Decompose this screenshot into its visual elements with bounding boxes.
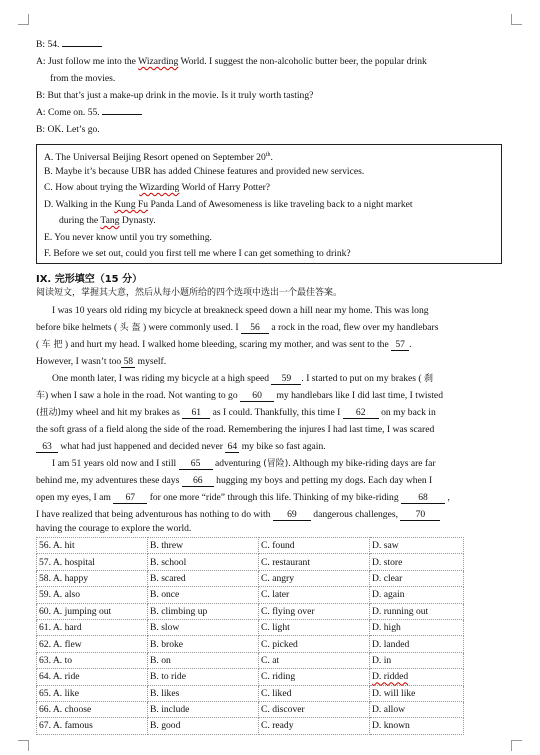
choice-c[interactable]: C. liked — [259, 685, 370, 701]
choice-b[interactable]: B. slow — [148, 619, 259, 635]
choice-d[interactable]: D. in — [370, 652, 464, 668]
choice-d[interactable]: D. known — [370, 718, 464, 734]
zh-brake: 刹 — [424, 374, 434, 384]
choice-a[interactable]: 64. A. ride — [37, 669, 148, 685]
choice-b[interactable]: B. broke — [148, 636, 259, 652]
choice-d[interactable]: D. high — [370, 619, 464, 635]
option-c-pre: C. How about trying the — [44, 182, 140, 193]
choice-c[interactable]: C. at — [259, 652, 370, 668]
text: ) were commonly used. I — [142, 322, 239, 333]
text: dangerous challenges, — [313, 509, 398, 520]
dialogue-a-line2: from the movies. — [50, 73, 116, 84]
table-row — [37, 587, 464, 603]
text: for one more “ride” through this life. Thinking of my bike-riding — [149, 492, 399, 503]
zh-twisted: (扭动) — [36, 408, 62, 418]
choice-c[interactable]: C. ready — [259, 718, 370, 734]
section-title: IX. 完形填空（15 分） — [36, 274, 143, 285]
choice-b[interactable]: B. on — [148, 652, 259, 668]
option-d-line2-pre: during the — [59, 215, 101, 226]
text: on my back in — [381, 407, 436, 418]
dialogue-a-line1-start: A: Just follow me into the — [36, 56, 139, 67]
options-box — [36, 144, 502, 264]
choice-c[interactable]: C. discover — [259, 701, 370, 717]
text: ) and hurt my head. I walked home bleeding, scaring my mother, and was sent to the — [64, 339, 389, 350]
crop-mark-bottom-left — [18, 740, 29, 751]
option-a-end: . — [270, 152, 273, 164]
text: hugging my boys and petting my dogs. Each day when I — [216, 475, 433, 486]
dialogue-a-line1-rest: World. I suggest the non-alcoholic butter beer, the popular drink — [178, 56, 427, 67]
blank-59[interactable]: 59 — [271, 373, 301, 385]
choice-a[interactable]: 60. A. jumping out — [37, 603, 148, 619]
blank-56[interactable]: 56 — [241, 322, 269, 334]
crop-mark-top-right — [511, 14, 522, 25]
crop-mark-top-left — [18, 14, 29, 25]
choice-b[interactable]: B. climbing up — [148, 603, 259, 619]
passage-p1-line2 — [36, 321, 438, 335]
option-d-pre: D. Walking in the — [44, 199, 115, 210]
choice-c[interactable]: C. found — [259, 538, 370, 554]
choice-d[interactable]: D. store — [370, 554, 464, 570]
text: . I started to put on my brakes ( — [301, 373, 422, 384]
text: One month later, I was riding my bicycle at a high speed — [52, 373, 270, 384]
text: , — [447, 492, 450, 503]
dialogue-a-line1 — [36, 55, 427, 68]
table-row — [37, 701, 464, 717]
blank-69[interactable]: 69 — [273, 509, 311, 521]
dialogue-b-ok: B: OK. Let’s go. — [36, 124, 100, 135]
choice-b[interactable]: B. scared — [148, 570, 259, 586]
passage-p3-line2 — [36, 474, 432, 487]
choice-b[interactable]: B. once — [148, 587, 259, 603]
text: my wheel and hit my brakes as — [61, 407, 180, 418]
text: However, I wasn’t too — [36, 356, 122, 367]
table-row — [37, 554, 464, 570]
choice-d[interactable]: D. will like — [370, 685, 464, 701]
option-e: E. You never know until you try something. — [44, 232, 212, 243]
choice-c[interactable]: C. restaurant — [259, 554, 370, 570]
answer-choices-table — [36, 537, 464, 735]
text: as I could. Thankfully, this time I — [212, 407, 341, 418]
choice-b[interactable]: B. good — [148, 718, 259, 734]
text: ( — [36, 339, 40, 350]
dialogue-a55 — [36, 106, 142, 119]
blank-60[interactable]: 60 — [240, 390, 274, 402]
option-a-text: A. The Universal Beijing Resort opened on September 20 — [44, 152, 266, 164]
choice-c[interactable]: C. angry — [259, 570, 370, 586]
blank-64[interactable]: 64 — [225, 441, 239, 453]
text: ) when I saw a hole in the road. Not wanting to go — [45, 390, 238, 401]
choice-a[interactable]: 56. A. hit — [37, 538, 148, 554]
passage-p2-line1 — [52, 372, 433, 386]
passage-p3-line5: having the courage to explore the world. — [36, 523, 192, 534]
text: my bike so fast again. — [241, 441, 326, 452]
zh-helmet: 头 盔 — [119, 323, 141, 333]
option-d-tang: Tang — [100, 215, 120, 226]
dialogue-b54 — [36, 38, 102, 51]
option-c-post: World of Harry Potter? — [179, 182, 271, 193]
choice-c[interactable]: C. riding — [259, 669, 370, 685]
blank-70[interactable]: 70 — [400, 509, 440, 521]
choice-d[interactable]: D. again — [370, 587, 464, 603]
wizarding-word: Wizarding — [138, 56, 179, 67]
text: what had just happened and decided never — [60, 441, 223, 452]
option-f: F. Before we set out, could you first tell me where I can get something to drink? — [44, 248, 351, 259]
choice-b[interactable]: B. threw — [148, 538, 259, 554]
option-d-kungfu: Kung Fu — [114, 199, 149, 210]
crop-mark-bottom-right — [511, 740, 522, 751]
text: I am 51 years old now and I still — [52, 458, 177, 469]
table-row — [37, 619, 464, 635]
text: adventuring — [214, 458, 261, 469]
zh-handlebars: 车 把 — [41, 340, 63, 350]
passage-p2-line4: the soft grass of a field along the side of the road. Remembering the injures I had last time, I was scared — [36, 424, 435, 435]
table-row — [37, 570, 464, 586]
table-row — [37, 669, 464, 685]
passage-p2-line5 — [36, 440, 326, 453]
text: . — [409, 339, 412, 350]
zh-adventure: (冒险) — [263, 459, 289, 469]
option-d-line2-post: Dynasty. — [119, 215, 156, 226]
choice-a[interactable]: 66. A. choose — [37, 701, 148, 717]
choice-b[interactable]: B. include — [148, 701, 259, 717]
option-d — [44, 198, 413, 211]
option-d-post: Panda Land of Awesomeness is like traveling back to a night market — [148, 199, 413, 210]
section-instruction: 阅读短文，掌握其大意，然后从每小题所给的四个选项中选出一个最佳答案。 — [36, 288, 343, 298]
text: my handlebars like I did last time, I twisted — [276, 390, 443, 401]
passage-p1-line4 — [36, 355, 166, 368]
blank-54[interactable] — [62, 46, 102, 47]
table-row — [37, 718, 464, 734]
choice-a[interactable]: 62. A. flew — [37, 636, 148, 652]
table-row — [37, 603, 464, 619]
option-b: B. Maybe it’s because UBR has added Chinese features and provided new services. — [44, 166, 365, 177]
choice-a[interactable]: 58. A. happy — [37, 570, 148, 586]
option-d-line2 — [59, 214, 156, 227]
choice-a[interactable]: 67. A. famous — [37, 718, 148, 734]
table-row — [37, 685, 464, 701]
dialogue-b54-text: B: 54. — [36, 39, 60, 50]
choice-d[interactable]: D. landed — [370, 636, 464, 652]
choice-b[interactable]: B. school — [148, 554, 259, 570]
text: open my eyes, I am — [36, 492, 111, 503]
choice-b[interactable]: B. to ride — [148, 669, 259, 685]
choice-a[interactable]: 57. A. hospital — [37, 554, 148, 570]
passage-p3-line4 — [36, 508, 440, 521]
choice-d[interactable]: D. running out — [370, 603, 464, 619]
choice-a[interactable]: 59. A. also — [37, 587, 148, 603]
choice-b[interactable]: B. likes — [148, 685, 259, 701]
table-row — [37, 538, 464, 554]
choice-d[interactable]: D. saw — [370, 538, 464, 554]
blank-55[interactable] — [102, 114, 142, 115]
choice-d[interactable]: D. allow — [370, 701, 464, 717]
text: myself. — [137, 356, 167, 367]
zh-car: 车 — [36, 391, 46, 401]
passage-p2-line2 — [36, 389, 443, 403]
text: a rock in the road, flew over my handlebars — [271, 322, 439, 333]
table-row — [37, 652, 464, 668]
passage-p1-line3 — [36, 338, 412, 352]
blank-57[interactable]: 57 — [391, 339, 409, 351]
option-a-sup: th — [265, 152, 271, 158]
option-c-wizarding: Wizarding — [139, 182, 180, 193]
blank-66[interactable]: 66 — [182, 475, 214, 487]
option-c — [44, 181, 270, 194]
text: . Although my bike-riding days are far — [288, 458, 436, 469]
choice-a[interactable]: 61. A. hard — [37, 619, 148, 635]
dialogue-a55-text: A: Come on. 55. — [36, 107, 100, 118]
choice-c[interactable]: C. light — [259, 619, 370, 635]
text: behind me, my adventures these days — [36, 475, 180, 486]
choice-c[interactable]: C. flying over — [259, 603, 370, 619]
choice-c[interactable]: C. later — [259, 587, 370, 603]
choice-d[interactable]: D. ridded — [370, 669, 464, 685]
blank-62[interactable]: 62 — [343, 407, 379, 419]
option-a — [44, 149, 273, 164]
text: I have realized that being adventurous has nothing to do with — [36, 509, 271, 520]
table-row — [37, 636, 464, 652]
blank-68[interactable]: 68 — [401, 492, 445, 504]
blank-58[interactable]: 58 — [121, 356, 135, 368]
blank-65[interactable]: 65 — [179, 458, 213, 470]
passage-p2-line3 — [36, 406, 436, 420]
passage-p1-line1: I was 10 years old riding my bicycle at breakneck speed down a hill near my home. This was long — [52, 305, 429, 316]
passage-p3-line1 — [52, 457, 436, 471]
blank-63[interactable]: 63 — [36, 441, 58, 453]
blank-61[interactable]: 61 — [182, 407, 210, 419]
choice-a[interactable]: 63. A. to — [37, 652, 148, 668]
text: before bike helmets ( — [36, 322, 118, 333]
choice-d[interactable]: D. clear — [370, 570, 464, 586]
blank-67[interactable]: 67 — [113, 492, 147, 504]
choice-c[interactable]: C. picked — [259, 636, 370, 652]
dialogue-b-line: B: But that’s just a make-up drink in the movie. Is it truly worth tasting? — [36, 90, 314, 101]
choice-a[interactable]: 65. A. like — [37, 685, 148, 701]
passage-p3-line3 — [36, 491, 450, 504]
